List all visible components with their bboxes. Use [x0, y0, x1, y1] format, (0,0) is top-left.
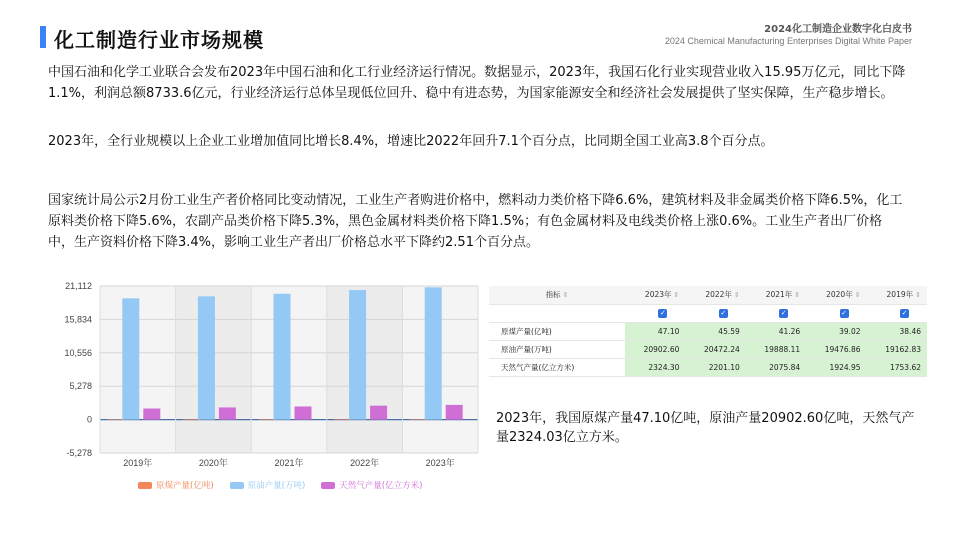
- y-tick-label: 0: [86, 414, 92, 425]
- paragraph-value-added: 2023年，全行业规模以上企业工业增加值同比增长8.4%，增速比2022年回升7.1个百分点，比同期全国工业高3.8个百分点。: [48, 134, 774, 149]
- checkbox-cell: [685, 304, 745, 322]
- column-header-label: 2023年: [644, 290, 672, 300]
- column-header-year[interactable]: [867, 286, 927, 304]
- bar-oil: [274, 294, 291, 420]
- table-cell: 1753.62: [867, 358, 927, 376]
- legend-label: 天然气产量(亿立方米): [339, 481, 423, 491]
- paragraph-industry-overview: 中国石油和化学工业联合会发布2023年中国石油和化工行业经济运行情况。数据显示，2023年，我国石化行业实现营业收入15.95万亿元，同比下降1.1%，利润总额8733.6亿元，行业经济运行总体呈现低位回升、稳中有进态势，为国家能源安全和经济社会发展提供了坚实保障，生产稳步增长。: [48, 65, 906, 101]
- row-label: 原油产量(万吨): [489, 340, 625, 358]
- table-cell: 19888.11: [746, 340, 806, 358]
- checkbox-cell: [867, 304, 927, 322]
- checkbox-cell: [746, 304, 806, 322]
- table-row: [489, 322, 927, 340]
- table-cell: 38.46: [867, 322, 927, 340]
- table-cell: 19476.86: [806, 340, 866, 358]
- bar-coal: [107, 419, 124, 420]
- bar-gas: [143, 409, 160, 420]
- column-header-year[interactable]: [746, 286, 806, 304]
- page-title: 化工制造行业市场规模: [54, 28, 264, 52]
- bar-coal: [183, 419, 200, 420]
- column-header-label: 2019年: [886, 290, 914, 300]
- checkbox-cell: [806, 304, 866, 322]
- bar-gas: [295, 406, 312, 419]
- production-table: [489, 286, 927, 377]
- column-header-label: 2022年: [705, 290, 732, 300]
- table-cell: 20472.24: [685, 340, 745, 358]
- column-checkbox[interactable]: ✓: [841, 309, 847, 317]
- column-checkbox[interactable]: ✓: [720, 309, 727, 317]
- table-row: [489, 358, 927, 376]
- column-header-label: 2020年: [826, 290, 853, 300]
- sort-icon[interactable]: ⇕: [915, 291, 921, 300]
- x-tick-label: 2022年: [350, 458, 380, 468]
- column-header-label: 2021年: [765, 290, 793, 300]
- column-header-indicator[interactable]: [489, 286, 625, 304]
- y-tick-label: 5,278: [69, 381, 92, 392]
- legend-item[interactable]: [230, 479, 306, 491]
- table-cell: 20902.60: [625, 340, 685, 358]
- y-tick-label: 15,834: [64, 314, 92, 325]
- column-select-row: [489, 304, 927, 322]
- sort-icon[interactable]: ⇕: [794, 291, 801, 300]
- paragraph-producer-prices: 国家统计局公示2月份工业生产者价格同比变动情况，工业生产者购进价格中，燃料动力类价格下降6.6%，建筑材料及非金属类价格下降6.5%，化工原料类价格下降5.6%，农副产品类价格下降5.3%，黑色金属材料类价格下降1.5%；有色金属材料及电线类价格上涨0.6%。工业生产者出厂价格中，生产资料价格下降3.4%，影响工业生产者出厂价格总水平下降约2.51个百分点。: [48, 193, 903, 250]
- column-header-year[interactable]: [685, 286, 745, 304]
- production-summary: 2023年，我国原煤产量47.10亿吨，原油产量20902.60亿吨，天然气产量2324.03亿立方米。: [496, 411, 915, 445]
- legend-label: 原煤产量(亿吨): [156, 481, 214, 491]
- table-cell: 41.26: [746, 322, 806, 340]
- legend-item[interactable]: [321, 479, 422, 491]
- table-cell: 39.02: [806, 322, 866, 340]
- table-cell: 45.59: [685, 322, 745, 340]
- column-header-year[interactable]: [806, 286, 866, 304]
- bar-gas: [446, 405, 463, 420]
- chart-canvas: [30, 272, 485, 472]
- checkbox-cell: [489, 304, 625, 322]
- bar-gas: [370, 406, 387, 420]
- x-tick-label: 2021年: [274, 458, 304, 468]
- column-checkbox[interactable]: ✓: [901, 309, 908, 317]
- table-cell: 2201.10: [685, 358, 745, 376]
- column-header-year[interactable]: [625, 286, 685, 304]
- table-cell: 1924.95: [806, 358, 866, 376]
- report-header: [665, 20, 912, 46]
- report-title-en: 2024 Chemical Manufacturing Enterprises Digital White Paper: [664, 36, 912, 46]
- legend-swatch: [138, 482, 152, 489]
- bar-oil: [349, 290, 366, 420]
- column-header-label: 指标: [545, 290, 561, 300]
- legend-label: 原油产量(万吨): [247, 481, 306, 491]
- bar-coal: [259, 419, 276, 420]
- table-cell: 2075.84: [746, 358, 806, 376]
- table-cell: 2324.30: [625, 358, 685, 376]
- production-bar-chart: [30, 272, 485, 502]
- sort-icon[interactable]: ⇕: [673, 291, 680, 300]
- row-label: 原煤产量(亿吨): [489, 322, 625, 340]
- x-tick-label: 2023年: [425, 458, 455, 468]
- y-tick-label: 10,556: [64, 347, 92, 358]
- legend-swatch: [321, 482, 335, 489]
- bar-gas: [219, 407, 236, 419]
- sort-icon[interactable]: ⇕: [854, 291, 861, 300]
- column-checkbox[interactable]: ✓: [659, 309, 666, 317]
- column-checkbox[interactable]: ✓: [780, 309, 787, 317]
- title-accent-bar: [40, 26, 46, 48]
- sort-icon[interactable]: ⇕: [562, 291, 569, 300]
- table-row: [489, 340, 927, 358]
- bar-coal: [334, 419, 351, 420]
- bar-oil: [425, 287, 442, 419]
- table-cell: 19162.83: [867, 340, 927, 358]
- chart-legend: [138, 479, 422, 491]
- report-title-cn: 2024化工制造企业数字化白皮书: [764, 24, 912, 35]
- y-tick-label: 21,112: [65, 281, 92, 291]
- y-tick-label: -5,278: [66, 448, 92, 458]
- checkbox-cell: [625, 304, 685, 322]
- x-tick-label: 2020年: [198, 458, 228, 468]
- legend-swatch: [230, 482, 244, 489]
- bar-oil: [122, 298, 139, 419]
- table-header-row: [489, 286, 927, 304]
- sort-icon[interactable]: ⇕: [733, 291, 740, 300]
- legend-item[interactable]: [138, 479, 214, 491]
- x-tick-label: 2019年: [123, 458, 153, 468]
- bar-oil: [198, 296, 215, 419]
- bar-coal: [410, 419, 427, 420]
- table-cell: 47.10: [625, 322, 685, 340]
- row-label: 天然气产量(亿立方米): [489, 358, 625, 376]
